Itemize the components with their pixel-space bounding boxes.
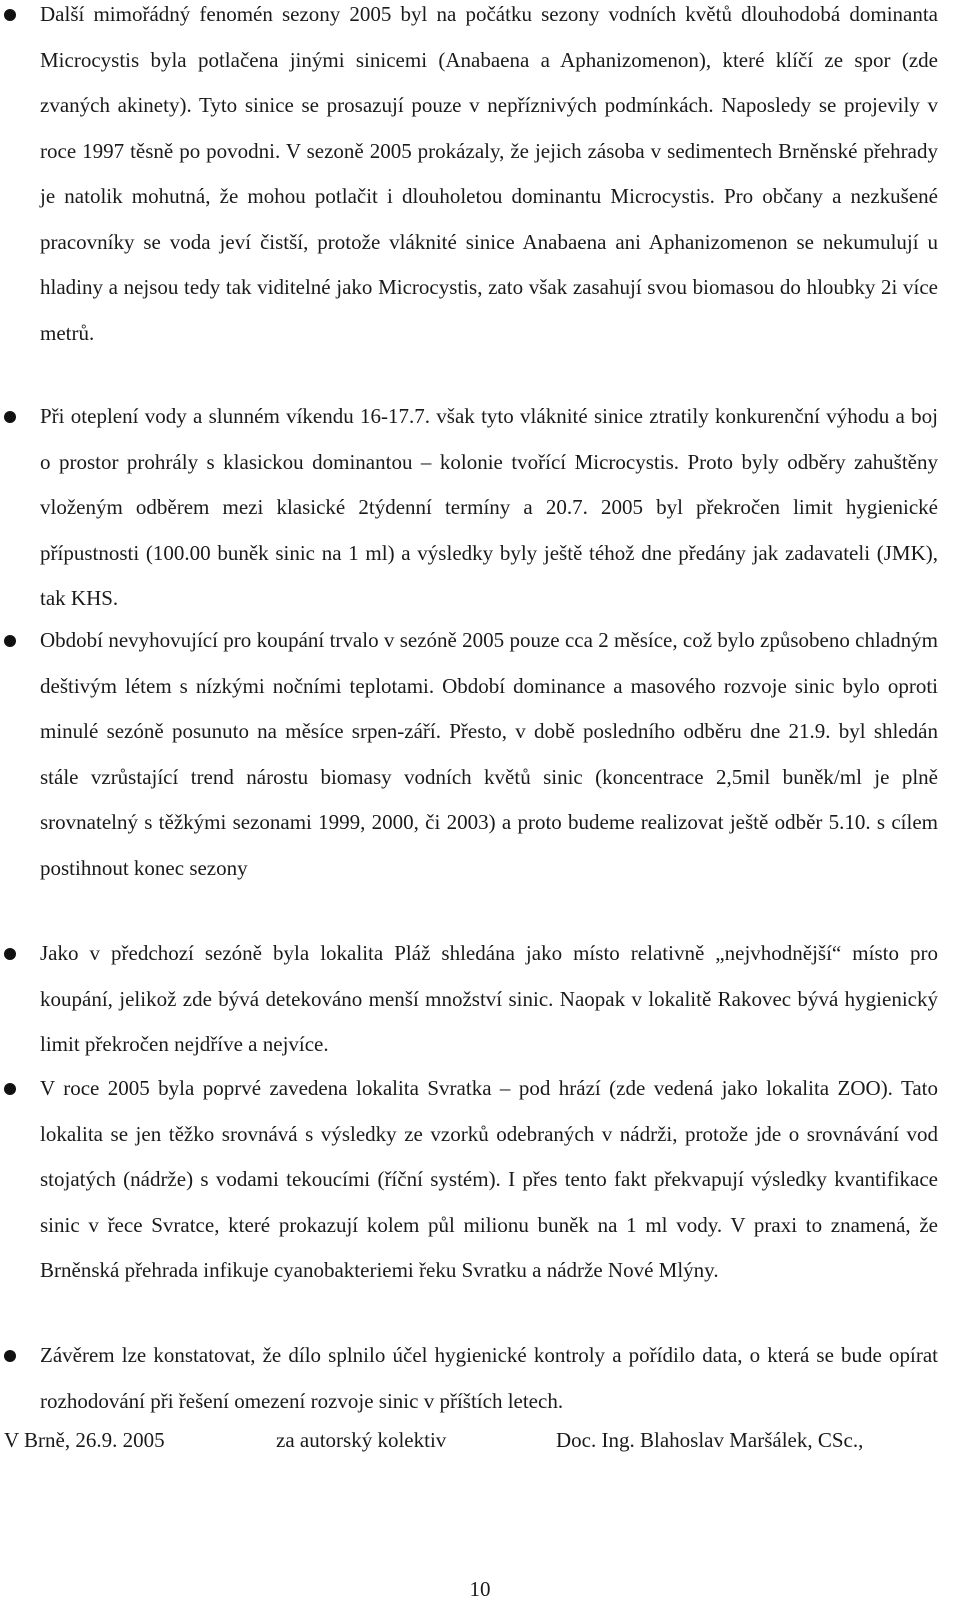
bullet-icon bbox=[4, 948, 16, 960]
paragraph-text: Období nevyhovující pro koupání trvalo v sezóně 2005 pouze cca 2 měsíce, což bylo způsobeno chladným deštivým létem s nízkými nočními teplotami. Období dominance a masového rozvoje sinic bylo oproti minulé sezóně posunuto na měsíce srpen-září. Přesto, v době posledního odběru dne 21.9. byl shledán stále vzrůstající trend nárostu biomasy vodních květů sinic (koncentrace 2,5mil buněk/ml je plně srovnatelný s těžkými sezonami 1999, 2000, či 2003) a proto budeme realizovat ještě odběr 5.10. s cílem postihnout konec sezony bbox=[40, 628, 938, 880]
collective-label: za autorský kolektiv bbox=[276, 1428, 447, 1452]
paragraph-text: V roce 2005 byla poprvé zavedena lokalita Svratka – pod hrází (zde vedená jako lokalita ZOO). Tato lokalita se jen těžko srovnává s výsledky ze vzorků odebraných v nádrži, protože jde o srovnávání vod stojatých (nádrže) s vodami tekoucími (říční systém). I přes tento fakt překvapují výsledky kvantifikace sinic v řece Svratce, které prokazují kolem půl milionu buněk na 1 ml vody. V praxi to znamená, že Brněnská přehrada infikuje cyanobakteriemi řeku Svratku a nádrže Nové Mlýny. bbox=[40, 1076, 938, 1282]
paragraph-text: Při oteplení vody a slunném víkendu 16-17.7. však tyto vláknité sinice ztratily konkurenční výhodu a boj o prostor prohrály s klasickou dominantou – kolonie tvořící Microcystis. Proto byly odběry zahuštěny vloženým odběrem mezi klasické 2týdenní termíny a 20.7. 2005 byl překročen limit hygienické přípustnosti (100.00 buněk sinic na 1 ml) a výsledky byly ještě téhož dne předány jak zadavateli (JMK), tak KHS. bbox=[40, 404, 938, 610]
bullet-icon bbox=[4, 1083, 16, 1095]
page-number: 10 bbox=[469, 1577, 491, 1601]
paragraph-text: Další mimořádný fenomén sezony 2005 byl na počátku sezony vodních květů dlouhodobá dominanta Microcystis byla potlačena jinými sinicemi (Anabaena a Aphanizomenon), které klíčí ze spor (zde zvaných akinety). Tyto sinice se prosazují pouze v nepříznivých podmínkách. Naposledy se projevily v roce 1997 těsně po povodni. V sezoně 2005 prokázaly, že jejich zásoba v sedimentech Brněnské přehrady je natolik mohutná, že mohou potlačit i dlouholetou dominantu Microcystis. Pro občany a nezkušené pracovníky se voda jeví čistší, protože vláknité sinice Anabaena ani Aphanizomenon se nekumulují u hladiny a nejsou tedy tak viditelné jako Microcystis, zato však zasahují svou biomasou do hloubky 2i více metrů. bbox=[40, 2, 938, 345]
bullet-icon bbox=[4, 1350, 16, 1362]
bullet-icon bbox=[4, 635, 16, 647]
paragraph-text: Závěrem lze konstatovat, že dílo splnilo účel hygienické kontroly a pořídilo data, o která se bude opírat rozhodování při řešení omezení rozvoje sinic v příštích letech. bbox=[40, 1343, 938, 1413]
paragraph-text: Jako v předchozí sezóně byla lokalita Pláž shledána jako místo relativně „nejvhodnější“ místo pro koupání, jelikož zde bývá detekováno menší množství sinic. Naopak v lokalitě Rakovec bývá hygienický limit překročen nejdříve a nejvíce. bbox=[40, 941, 938, 1056]
bullet-icon bbox=[4, 411, 16, 423]
bullet-icon bbox=[4, 9, 16, 21]
place-date: V Brně, 26.9. 2005 bbox=[4, 1428, 165, 1452]
author-name: Doc. Ing. Blahoslav Maršálek, CSc., bbox=[556, 1428, 864, 1452]
